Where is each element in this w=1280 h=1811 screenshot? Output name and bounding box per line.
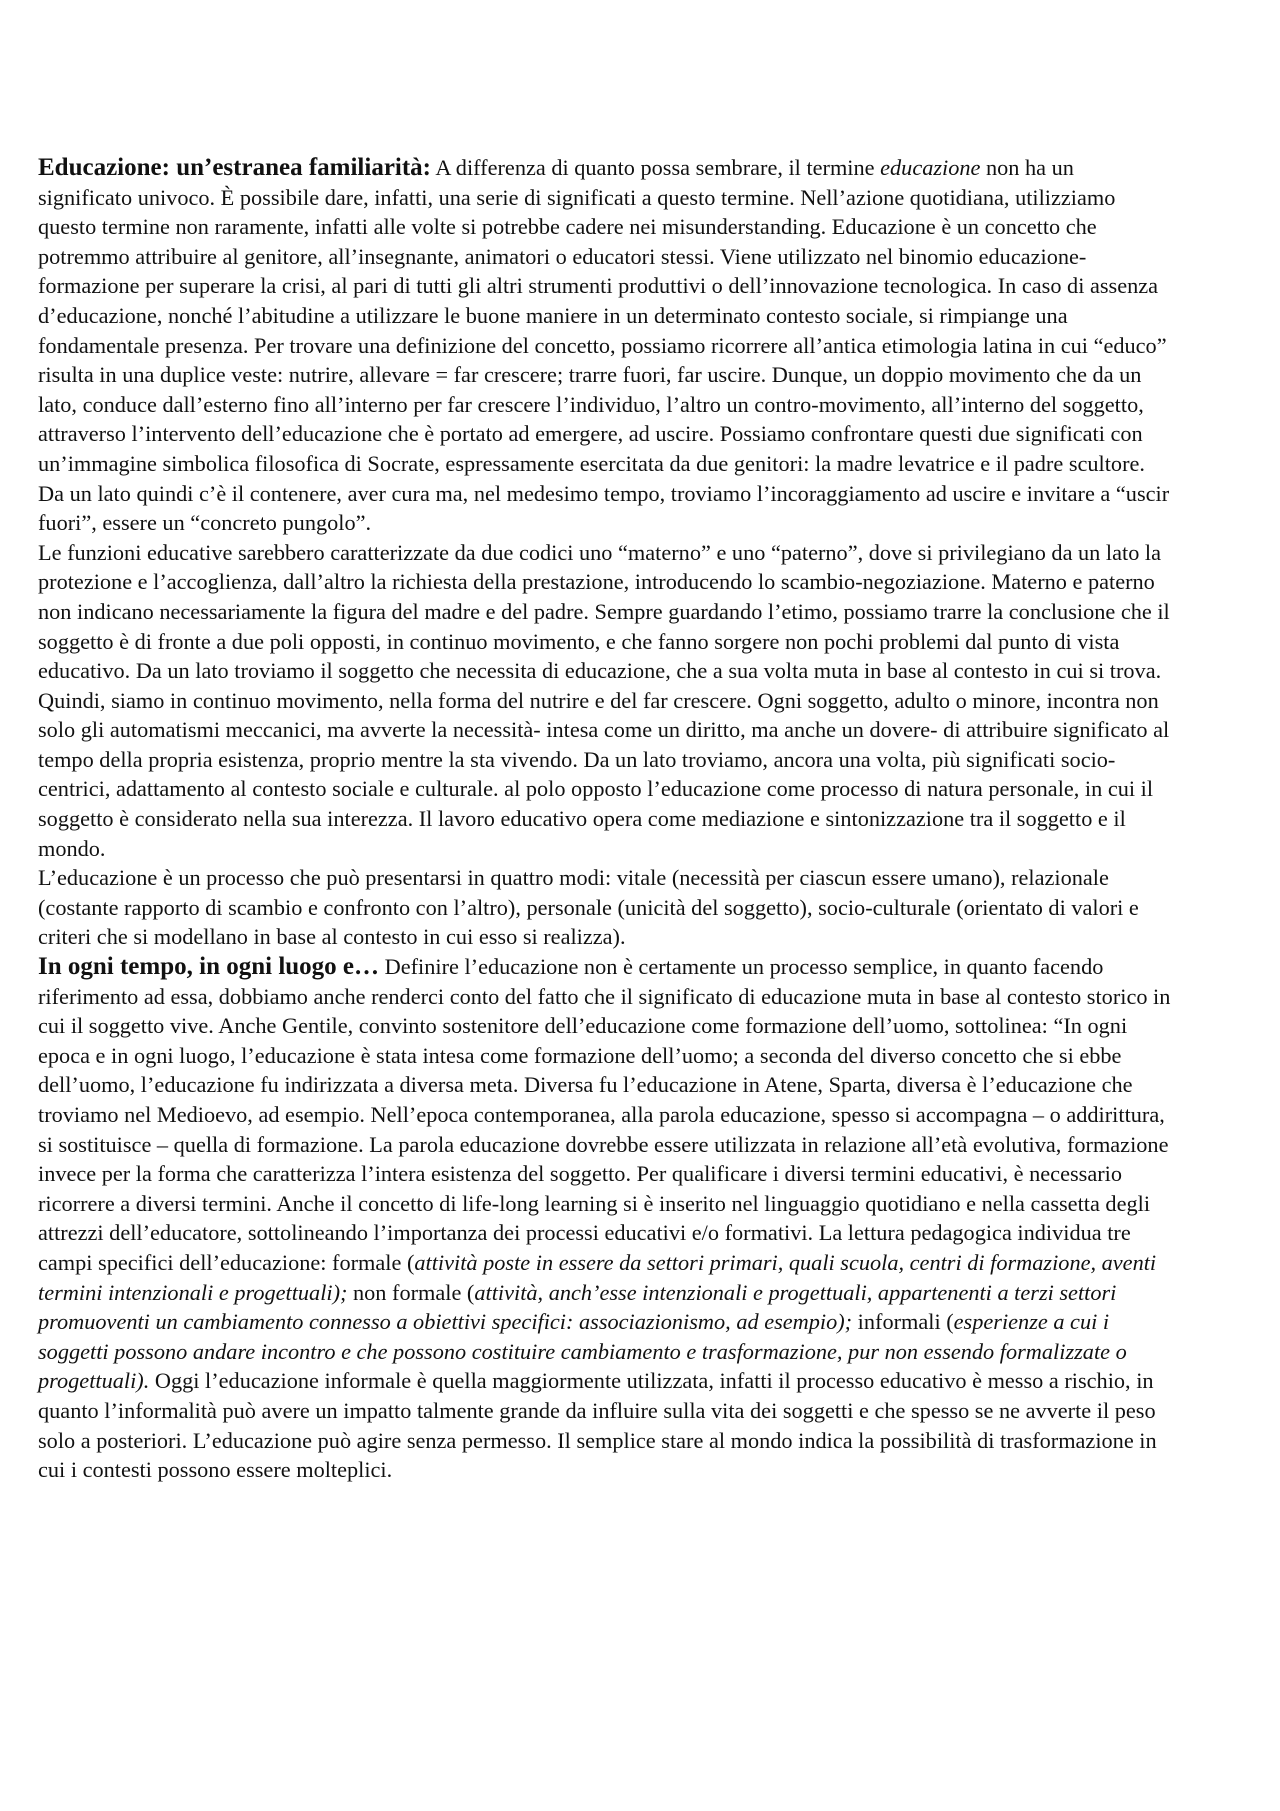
paragraph-text: Oggi l’educazione informale è quella maggiormente utilizzata, infatti il processo educativo è messo a rischio, in quanto l’informalità può avere un impatto talmente grande da influire sulla vita dei soggetti e che spesso se ne avverte il peso solo a posteriori. L’educazione può agire senza permesso. Il semplice stare al mondo indica la possibilità di trasformazione in cui i contesti possono essere molteplici.: [38, 1368, 1157, 1483]
italic-definition-formale: attività poste in essere da settori primari, quali scuola, centri di formazione, aventi termini intenzionali e progettuali);: [38, 1249, 1157, 1305]
paragraph-text: non ha un significato univoco. È possibile dare, infatti, una serie di significati a questo termine. Nell’azione quotidiana, utilizziamo questo termine non raramente, infatti alle volte si potrebbe cadere nei misunderstanding. Educazione è un concetto che potremmo attribuire al genitore, all’insegnante, animatori o educatori stessi. Viene utilizzato nel binomio educazione-formazione per superare la crisi, al pari di tutti gli altri strumenti produttivi o dell’innovazione tecnologica. In caso di assenza d’educazione, nonché l’abitudine a utilizzare le buone maniere in un determinato contesto sociale, si rimpiange una fondamentale presenza. Per trovare una definizione del concetto, possiamo ricorrere all’antica etimologia latina in cui “educo” risulta in una duplice veste: nutrire, allevare = far crescere; trarre fuori, far uscire. Dunque, un doppio movimento che da un lato, conduce dall’esterno fino all’interno per far crescere l’individuo, l’altro un contro-movimento, all’interno del soggetto, attraverso l’intervento dell’educazione che è portato ad emergere, ad uscire. Possiamo confrontare questi due significati con un’immagine simbolica filosofica di Socrate, espressamente esercitata da due genitori: la madre levatrice e il padre scultore. Da un lato quindi c’è il contenere, aver cura ma, nel medesimo tempo, troviamo l’incoraggiamento ad uscire e invitare a “uscir fuori”, essere un “concreto pungolo”.: [38, 155, 1170, 536]
document-page: [38, 153, 1172, 1485]
section-1-paragraph-3: L’educazione è un processo che può presentarsi in quattro modi: vitale (necessità per ciascun essere umano), relazionale (costante rapporto di scambio e confronto con l’altro), personale (unicità del soggetto), socio-culturale (orientato di valori e criteri che si modellano in base al contesto in cui esso si realizza).: [38, 865, 1139, 950]
section-1-paragraph-1: [38, 153, 1172, 538]
paragraph-text: Definire l’educazione non è certamente un processo semplice, in quanto facendo riferimento ad essa, dobbiamo anche renderci conto del fatto che il significato di educazione muta in base al contesto storico in cui il soggetto vive. Anche Gentile, convinto sostenitore dell’educazione come formazione dell’uomo, sottolinea: “In ogni epoca e in ogni luogo, l’educazione è stata intesa come formazione dell’uomo; a seconda del diverso concetto che si ebbe dell’uomo, l’educazione fu indirizzata a diversa meta. Diversa fu l’educazione in Atene, Sparta, diversa è l’educazione che troviamo nel Medioevo, ad esempio. Nell’epoca contemporanea, alla parola educazione, spesso si accompagna – o addirittura, si sostituisce – quella di formazione. La parola educazione dovrebbe essere utilizzata in relazione all’età evolutiva, formazione invece per la forma che caratterizza l’intera esistenza del soggetto. Per qualificare i diversi termini educativi, è necessario ricorrere a diversi termini. Anche il concetto di life-long learning si è inserito nel linguaggio quotidiano e nella cassetta degli attrezzi dell’educatore, sottolineando l’importanza dei processi educativi e/o formativi. La lettura pedagogica individua tre campi specifici dell’educazione: formale (: [38, 954, 1171, 1275]
italic-definition-informali: esperienze a cui i soggetti possono andare incontro e che possono costituire cambiamento e trasformazione, pur non essendo formalizzate o progettuali).: [38, 1309, 1127, 1394]
section-1-paragraph-2: Le funzioni educative sarebbero caratterizzate da due codici uno “materno” e uno “paterno”, dove si privilegiano da un lato la protezione e l’accoglienza, dall’altro la richiesta della prestazione, introducendo lo scambio-negoziazione. Materno e paterno non indicano necessariamente la figura del madre e del padre. Sempre guardando l’etimo, possiamo trarre la conclusione che il soggetto è di fronte a due poli opposti, in continuo movimento, e che fanno sorgere non pochi problemi dal punto di vista educativo. Da un lato troviamo il soggetto che necessita di educazione, che a sua volta muta in base al contesto in cui si trova. Quindi, siamo in continuo movimento, nella forma del nutrire e del far crescere. Ogni soggetto, adulto o minore, incontra non solo gli automatismi meccanici, ma avverte la necessità- intesa come un diritto, ma anche un dovere- di attribuire significato al tempo della propria esistenza, proprio mentre la sta vivendo. Da un lato troviamo, ancora una volta, più significati socio-centrici, adattamento al contesto sociale e culturale. al polo opposto l’educazione come processo di natura personale, in cui il soggetto è considerato nella sua interezza. Il lavoro educativo opera come mediazione e sintonizzazione tra il soggetto e il mondo.: [38, 539, 1170, 861]
emphasized-term: educazione: [880, 155, 981, 180]
paragraph-text: non formale (: [347, 1279, 475, 1305]
section-heading-in-ogni-tempo: In ogni tempo, in ogni luogo e…: [38, 953, 380, 981]
section-heading-educazione: Educazione: un’estranea familiarità:: [38, 154, 432, 181]
paragraph-text: informali (: [852, 1309, 954, 1335]
section-2-paragraph: [38, 952, 1172, 1485]
paragraph-text: A differenza di quanto possa sembrare, il termine: [431, 155, 881, 180]
italic-definition-non-formale: attività, anch’esse intenzionali e progettuali, appartenenti a terzi settori promuoventi un cambiamento connesso a obiettivi specifici: associazionismo, ad esempio);: [38, 1279, 1117, 1335]
